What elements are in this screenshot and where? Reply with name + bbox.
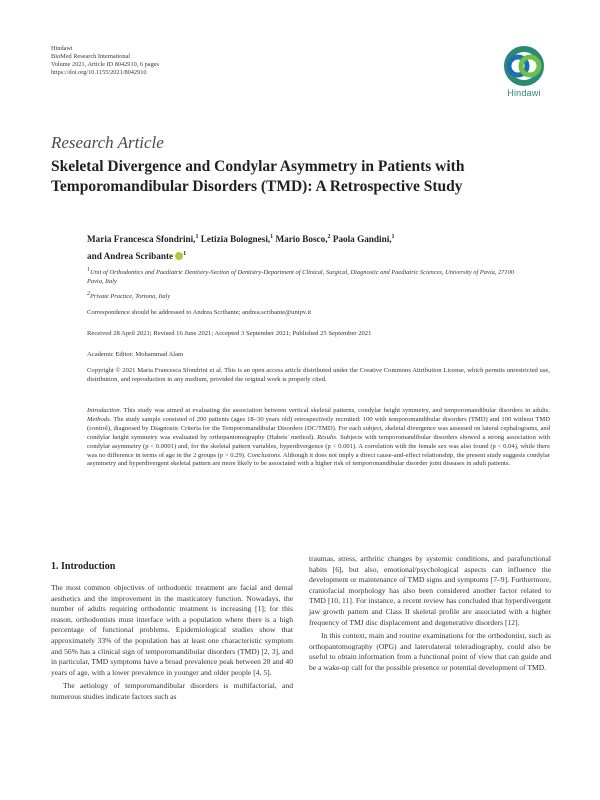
abstract: Introduction. This study was aimed at evaluating the association between vertical skeletal patterns, condylar height symmetry, and temporomandibular disorders in adults. Methods. The study sample consisted of 200 patients (ages 18–30 years old) retrospectively recruited: 100 with temporomandibular disorders (TMD) and 100 without TMD (control), diagnosed by Diagnostic Criteria for the Temporomandibular Disorders (DC/TMD). For each subject, skeletal divergence was assessed on lateral cephalograms, and condylar height symmetry was evaluated by orthopantomography (Habets' method). Results. Subjects with temporomandibular disorders showed a strong association with condylar asymmetry (p < 0.0001) and, for the skeletal pattern variables, hyperdivergence (p < 0.001). A correlation with the female sex was also found (p < 0.04), while there was no difference in terms of age in the 2 groups (p > 0.29). Conclusions. Although it does not imply a direct cause-and-effect relationship, the present study suggests condylar asymmetry and hyperdivergent skeletal pattern are more likely to be associated with a higher risk of temporomandibular disorder joint diseases in adult patients. xyxy=(87,407,550,468)
author[interactable]: Letizia Bolognesi,$^1$ xyxy=(200,234,274,245)
hindawi-logo-icon xyxy=(500,45,548,87)
paragraph: The aetiology of temporomandibular disorders is multifactorial, and numerous studies indicate factors such as xyxy=(51,681,293,701)
article-title: Skeletal Divergence and Condylar Asymmetry in Patients with Temporomandibular Disorders (TMD): A Retrospective Study xyxy=(51,158,465,195)
paragraph: In this context, main and routine examinations for the orthodontist, such as orthopantomography (OPG) and laterolateral teleradiography, could also be useful to obtain information from a functional point of view that can guide and be a wake-up call for the possible presence or potential development of TMD. xyxy=(309,631,551,672)
copyright-notice: Copyright © 2021 Maria Francesca Sfondrini et al. This is an open access article distributed under the Creative Commons Attribution License, which permits unrestricted use, distribution, and reproduction in any medium, provided the original work is properly cited. xyxy=(87,367,550,383)
orcid-icon[interactable] xyxy=(175,252,183,260)
author[interactable]: Paola Gandini,$^1$ xyxy=(332,234,395,245)
article-dates: Received 28 April 2021; Revised 16 June 2021; Accepted 3 September 2021; Published 25 September 2021 xyxy=(87,330,372,337)
section-heading: 1. Introduction xyxy=(51,561,116,572)
paragraph: The most common objectives of orthodontic treatment are facial and dental aesthetics and the improvement in the masticatory function. Nowadays, the number of adults requiring orthodontic treatment is increasing [1]; for this reason, orthodontists must interface with a population where there is a high percentage of functional problems. Epidemiological studies show that approximately 33% of the population has at least one characteristic symptom and 56% has a clinical sign of temporomandibular disorders (TMD) [2, 3], and in particular, TMD symptoms have a broad prevalence peak between 20 and 40 years of age, with a lower prevalence in younger and older people [4, 5]. xyxy=(51,583,293,677)
journal-name: BioMed Research International xyxy=(51,53,131,61)
volume-info: Volume 2021, Article ID 8042910, 6 pages xyxy=(51,61,159,69)
author-list xyxy=(87,230,537,264)
doi-link[interactable]: https://doi.org/10.1155/2021/8042910 xyxy=(51,69,147,77)
abstract-conclusions-label: Conclusions. xyxy=(245,451,282,459)
academic-editor: Academic Editor: Mohammad Alam xyxy=(87,351,184,358)
affiliation: $^1$Unit of Orthodontics and Paediatric Dentistry-Section of Dentistry-Department of Clinical, Surgical, Diagnostic and Paediatric Sciences, University of Pavia, 27100 Pavia, Italy xyxy=(87,267,514,285)
correspondence: Correspondence should be addressed to Andrea Scribante; andrea.scribante@unipv.it xyxy=(87,309,312,316)
affiliation: $^2$Private Practice, Tortona, Italy xyxy=(87,291,171,301)
hindawi-logo[interactable] xyxy=(496,45,552,105)
abstract-intro-label: Introduction. xyxy=(87,407,122,414)
paragraph: traumas, stress, arthritic changes by systemic conditions, and parafunctional habits [6], but also, emotional/psychological aspects can influence the development or maintenance of TMD signs and symptoms [7–9]. Furthermore, craniofacial morphology has also been considered another factor related to TMD [10, 11]. For instance, a recent review has concluded that hyperdivergent jaw growth pattern and Class II skeletal profile are associated with a higher frequency of TMJ disc displacement and degenerative disorders [12]. xyxy=(309,554,551,627)
abstract-methods-label: Methods. xyxy=(87,415,112,423)
left-column xyxy=(51,583,293,706)
journal-header xyxy=(51,45,159,77)
author[interactable]: Maria Francesca Sfondrini,$^1$ xyxy=(87,234,199,245)
article-type: Research Article xyxy=(51,133,164,152)
publisher-name: Hindawi xyxy=(51,45,73,52)
right-column xyxy=(309,554,551,677)
author[interactable]: Mario Bosco,$^2$ xyxy=(275,234,331,245)
logo-text: Hindawi xyxy=(507,88,541,98)
author[interactable]: and Andrea Scribante $^1$ xyxy=(87,251,187,262)
abstract-results-label: Results. xyxy=(314,433,338,441)
